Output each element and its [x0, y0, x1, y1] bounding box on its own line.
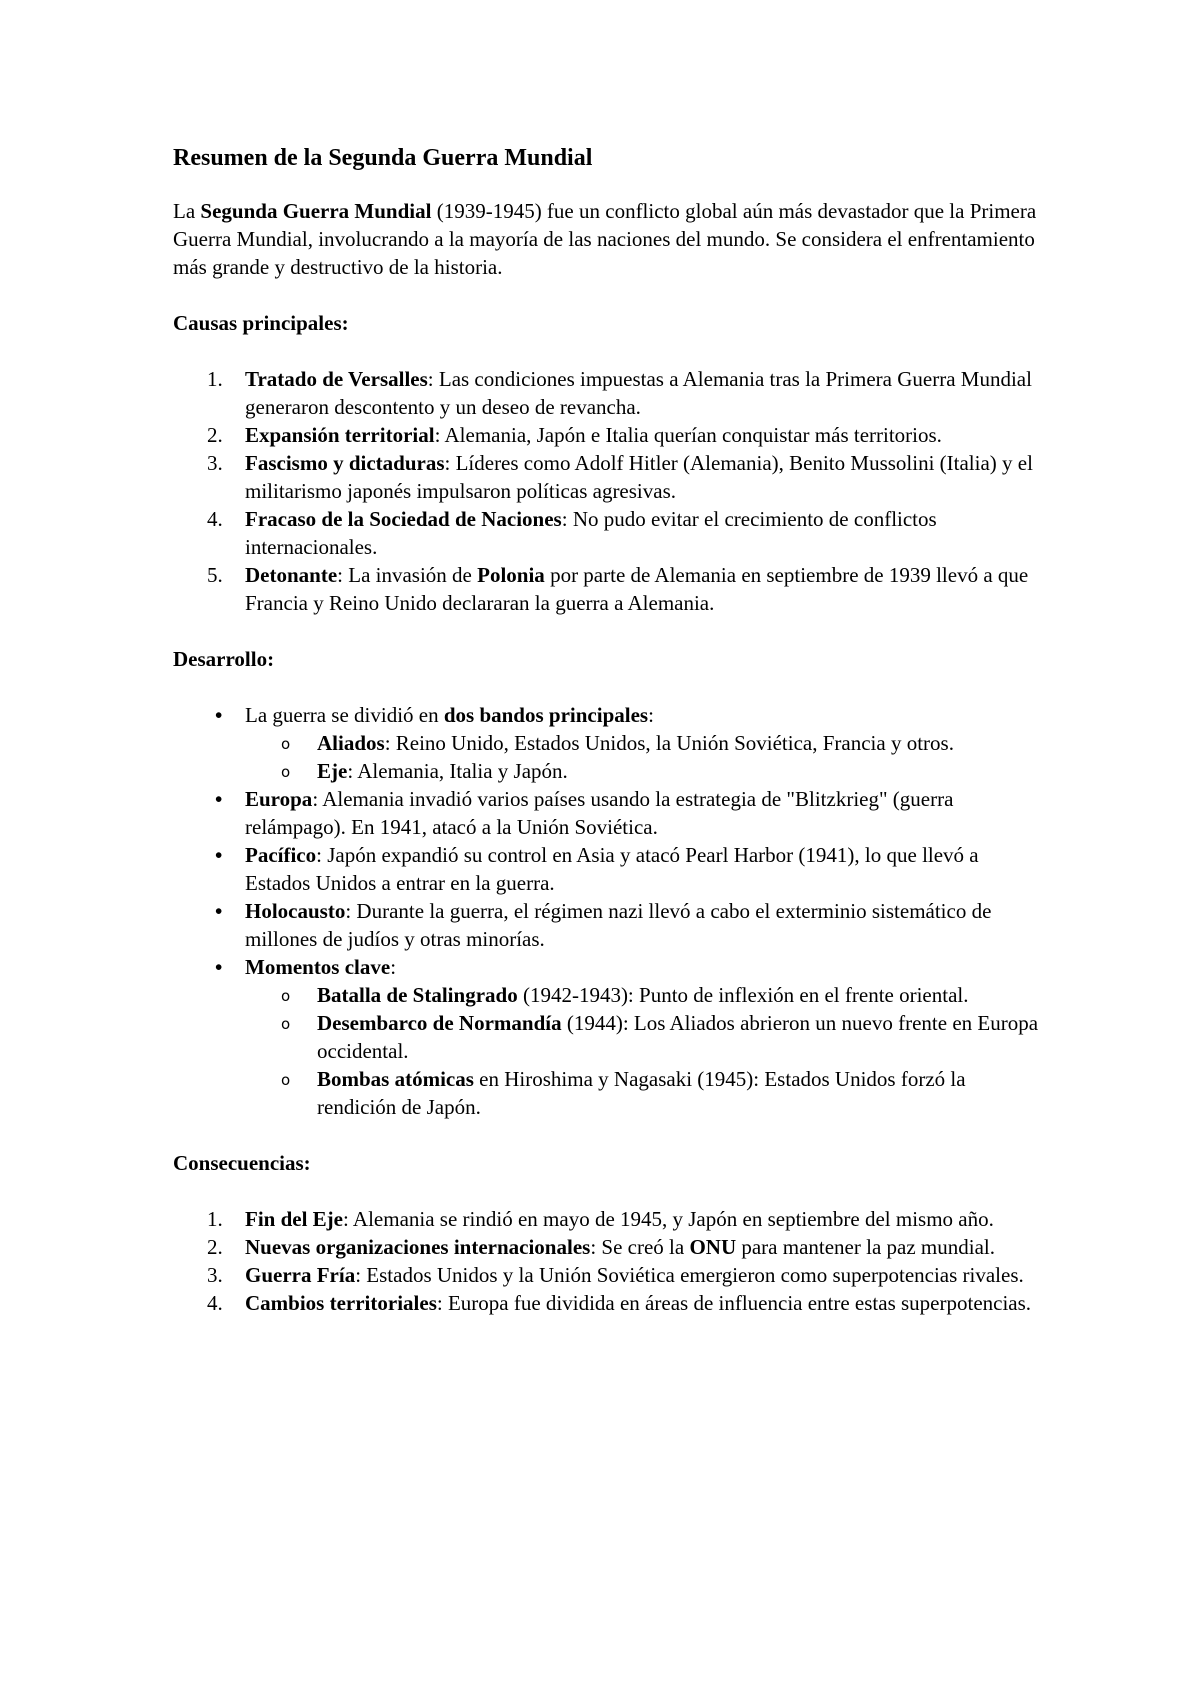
item-term: Nuevas organizaciones internacionales: [245, 1235, 591, 1259]
item-text: (1944): Los Aliados abrieron un nuevo frente en Europa occidental.: [317, 1011, 1039, 1063]
item-number: 3.: [207, 1263, 223, 1287]
item-term: Desembarco de Normandía: [317, 1011, 562, 1035]
item-number: 1.: [207, 1207, 223, 1231]
item-term: Momentos clave: [245, 955, 391, 979]
sub-list-item: [245, 729, 1043, 757]
intro-post: (1939-1945) fue un conflicto global aún más devastador que la Primera Guerra Mundial, involucrando a la mayoría de las naciones del mundo. Se considera el enfrentamiento más grande y destructivo de la historia.: [173, 199, 1037, 279]
item-term: Aliados: [317, 731, 385, 755]
intro-pre: La: [173, 199, 201, 223]
item-term: Fascismo y dictaduras: [245, 451, 445, 475]
list-item: [173, 897, 1043, 953]
item-term-inline: ONU: [689, 1235, 737, 1259]
list-item: [173, 1233, 1043, 1261]
item-term: Holocausto: [245, 899, 346, 923]
bullet-icon: •: [215, 955, 223, 979]
item-text: (1942-1943): Punto de inflexión en el frente oriental.: [517, 983, 969, 1007]
item-text: : Durante la guerra, el régimen nazi llevó a cabo el exterminio sistemático de millones de judíos y otras minorías.: [245, 899, 992, 951]
list-item: [173, 701, 1043, 785]
item-text: : Europa fue dividida en áreas de influencia entre estas superpotencias.: [436, 1291, 1032, 1315]
sub-bullet-icon: o: [281, 763, 291, 781]
intro-bold: Segunda Guerra Mundial: [200, 199, 432, 223]
item-number: 4.: [207, 507, 223, 531]
item-number: 5.: [207, 563, 223, 587]
item-text: : La invasión de: [337, 563, 478, 587]
sub-list-item: [245, 1009, 1043, 1065]
item-text: : No pudo evitar el crecimiento de conflictos internacionales.: [245, 507, 937, 559]
item-text: por parte de Alemania en septiembre de 1939 llevó a que Francia y Reino Unido declararan la guerra a Alemania.: [245, 563, 1029, 615]
list-item: [173, 841, 1043, 897]
item-number: 4.: [207, 1291, 223, 1315]
intro-paragraph: [173, 197, 1043, 281]
sub-bullet-icon: o: [281, 1071, 291, 1089]
bullet-icon: •: [215, 787, 223, 811]
item-text: : Líderes como Adolf Hitler (Alemania), Benito Mussolini (Italia) y el militarismo japonés impulsaron políticas agresivas.: [245, 451, 1033, 503]
item-number: 2.: [207, 423, 223, 447]
list-item: [173, 365, 1043, 421]
list-item: [173, 953, 1043, 1121]
item-term: Bombas atómicas: [317, 1067, 474, 1091]
list-item: [173, 1261, 1043, 1289]
item-term: Pacífico: [245, 843, 317, 867]
sub-list-item: [245, 981, 1043, 1009]
item-text: La guerra se dividió en: [245, 703, 444, 727]
item-text: : Las condiciones impuestas a Alemania tras la Primera Guerra Mundial generaron descontento y un deseo de revancha.: [245, 367, 1032, 419]
item-term: Eje: [317, 759, 348, 783]
list-item: [173, 1205, 1043, 1233]
desarrollo-list: [173, 701, 1043, 1121]
list-item: [173, 561, 1043, 617]
document-page: [173, 143, 1043, 1345]
causas-list: [173, 365, 1043, 617]
list-item: [173, 421, 1043, 449]
bandos-sublist: [245, 729, 1043, 785]
item-text: para mantener la paz mundial.: [736, 1235, 995, 1259]
item-term: Cambios territoriales: [245, 1291, 437, 1315]
consecuencias-heading: Consecuencias:: [173, 1151, 311, 1175]
desarrollo-heading: Desarrollo:: [173, 647, 275, 671]
item-number: 2.: [207, 1235, 223, 1259]
sub-list-item: [245, 757, 1043, 785]
item-term-inline: Polonia: [477, 563, 545, 587]
sub-bullet-icon: o: [281, 1015, 291, 1033]
list-item: [173, 505, 1043, 561]
item-term: Tratado de Versalles: [245, 367, 428, 391]
sub-bullet-icon: o: [281, 987, 291, 1005]
item-text: :: [648, 703, 654, 727]
item-term: Guerra Fría: [245, 1263, 356, 1287]
bullet-icon: •: [215, 899, 223, 923]
item-text: : Alemania, Japón e Italia querían conquistar más territorios.: [434, 423, 942, 447]
sub-bullet-icon: o: [281, 735, 291, 753]
item-text: : Alemania se rindió en mayo de 1945, y Japón en septiembre del mismo año.: [343, 1207, 994, 1231]
causas-heading: Causas principales:: [173, 311, 349, 335]
item-text: : Alemania invadió varios países usando la estrategia de "Blitzkrieg" (guerra relámpago). En 1941, atacó a la Unión Soviética.: [245, 787, 954, 839]
bullet-icon: •: [215, 703, 223, 727]
item-term: Batalla de Stalingrado: [317, 983, 518, 1007]
consecuencias-list: [173, 1205, 1043, 1317]
bullet-icon: •: [215, 843, 223, 867]
item-term: Fracaso de la Sociedad de Naciones: [245, 507, 562, 531]
item-text: :: [390, 955, 397, 979]
item-text: : Se creó la: [590, 1235, 690, 1259]
item-text: : Estados Unidos y la Unión Soviética emergieron como superpotencias rivales.: [355, 1263, 1024, 1287]
item-term: Fin del Eje: [245, 1207, 343, 1231]
item-term: Europa: [245, 787, 313, 811]
item-text: : Reino Unido, Estados Unidos, la Unión Soviética, Francia y otros.: [384, 731, 954, 755]
page-title: Resumen de la Segunda Guerra Mundial: [173, 145, 593, 171]
item-number: 1.: [207, 367, 223, 391]
momentos-sublist: [245, 981, 1043, 1121]
sub-list-item: [245, 1065, 1043, 1121]
item-text: : Japón expandió su control en Asia y atacó Pearl Harbor (1941), lo que llevó a Estados Unidos a entrar en la guerra.: [245, 843, 979, 895]
item-number: 3.: [207, 451, 223, 475]
list-item: [173, 1289, 1043, 1317]
item-term: Detonante: [245, 563, 338, 587]
item-text: en Hiroshima y Nagasaki (1945): Estados Unidos forzó la rendición de Japón.: [317, 1067, 966, 1119]
item-text: : Alemania, Italia y Japón.: [347, 759, 568, 783]
item-term: Expansión territorial: [245, 423, 435, 447]
list-item: [173, 785, 1043, 841]
list-item: [173, 449, 1043, 505]
item-term: dos bandos principales: [443, 703, 649, 727]
